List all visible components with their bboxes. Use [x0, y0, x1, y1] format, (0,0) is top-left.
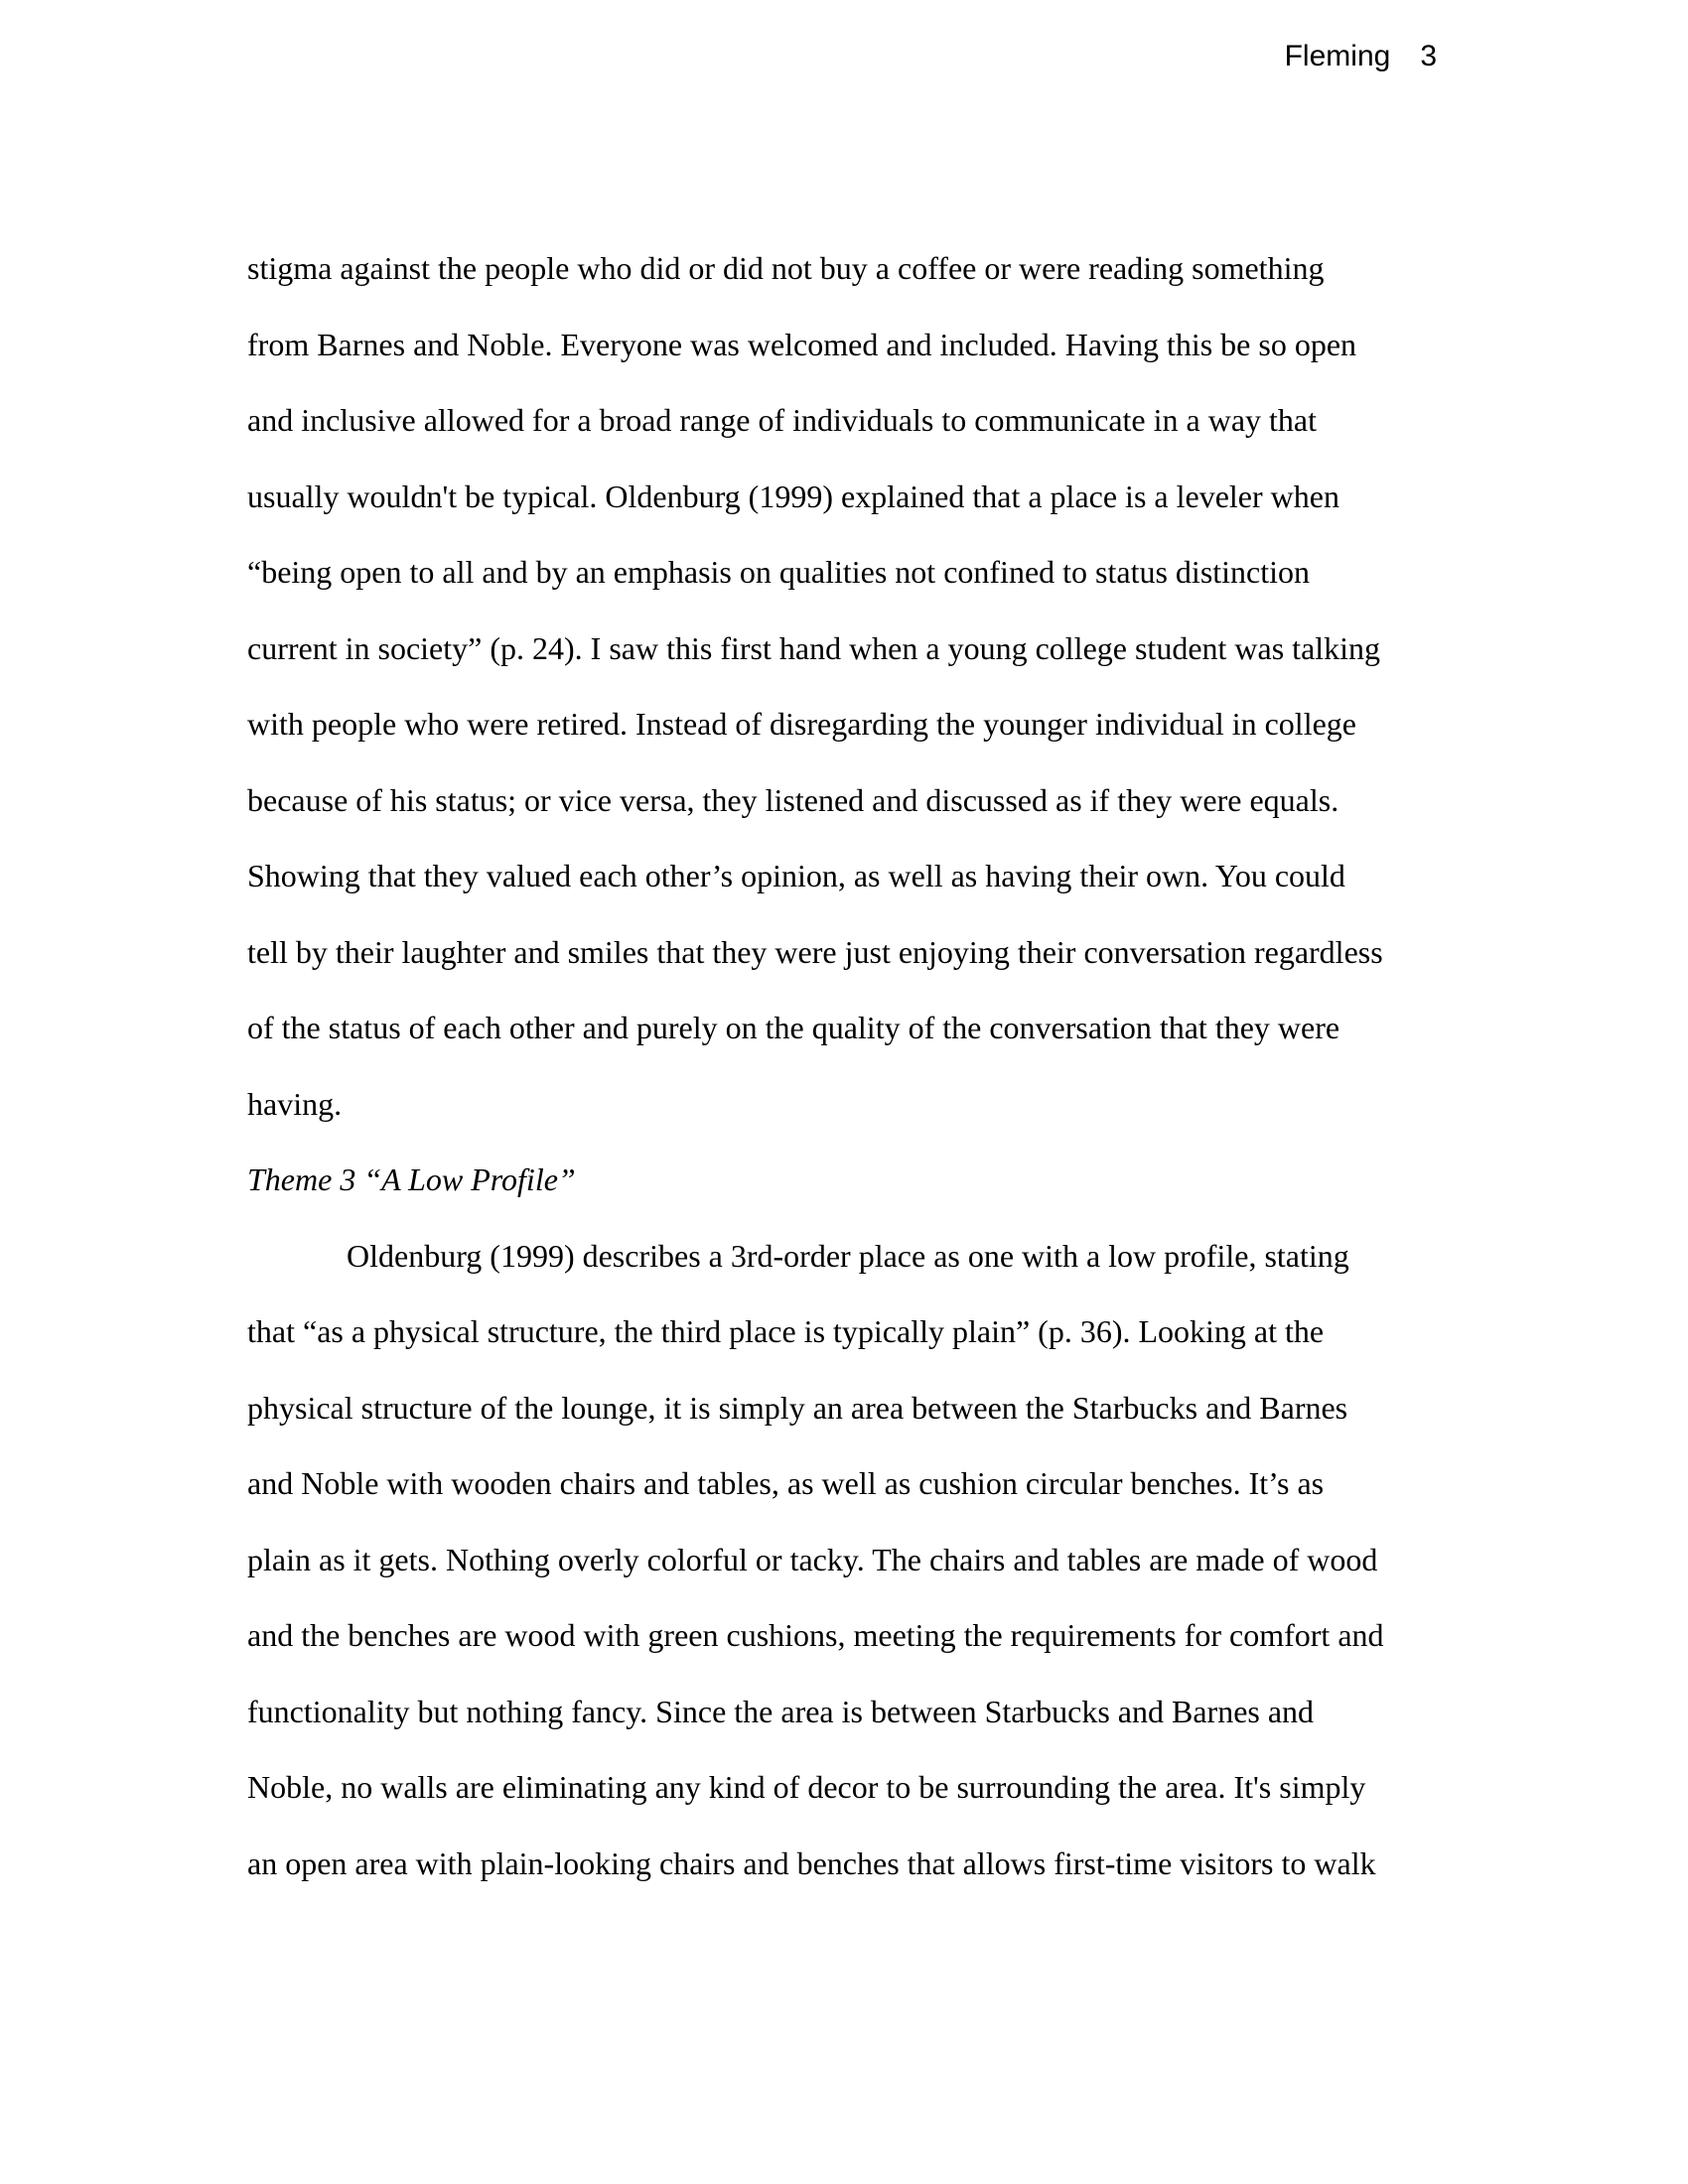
text-line: of the status of each other and purely on the quality of the conversation that they were [247, 1010, 1340, 1045]
body-text [247, 243, 1439, 1914]
author-name: Fleming [1284, 40, 1391, 72]
running-head [1285, 40, 1437, 73]
text-line: Oldenburg (1999) describes a 3rd-order place as one with a low profile, stating [347, 1237, 1349, 1274]
text-line: from Barnes and Noble. Everyone was welcomed and included. Having this be so open [247, 326, 1357, 362]
text-line: “being open to all and by an emphasis on qualities not confined to status distinction [247, 554, 1311, 590]
text-line: an open area with plain-looking chairs and benches that allows first-time visitors to walk [247, 1844, 1376, 1881]
text-line: Noble, no walls are eliminating any kind of decor to be surrounding the area. It's simply [247, 1769, 1366, 1805]
page-number: 3 [1420, 40, 1437, 72]
text-line: plain as it gets. Nothing overly colorful or tacky. The chairs and tables are made of wood [247, 1541, 1378, 1577]
text-line: stigma against the people who did or did not buy a coffee or were reading something [247, 250, 1325, 286]
text-line: and inclusive allowed for a broad range of individuals to communicate in a way that [247, 402, 1317, 438]
text-line: that “as a physical structure, the third place is typically plain” (p. 36). Looking at the [247, 1313, 1325, 1349]
text-line: and the benches are wood with green cushions, meeting the requirements for comfort and [247, 1617, 1384, 1653]
text-line: physical structure of the lounge, it is simply an area between the Starbucks and Barnes [247, 1389, 1348, 1426]
text-line: current in society” (p. 24). I saw this first hand when a young college student was talking [247, 629, 1381, 666]
text-line: having. [247, 1085, 343, 1122]
text-line: because of his status; or vice versa, they listened and discussed as if they were equals. [247, 781, 1339, 818]
text-line: tell by their laughter and smiles that they were just enjoying their conversation regardless [247, 933, 1383, 970]
text-line: with people who were retired. Instead of disregarding the younger individual in college [247, 706, 1356, 742]
text-line: usually wouldn't be typical. Oldenburg (1999) explained that a place is a leveler when [247, 478, 1339, 514]
text-line: and Noble with wooden chairs and tables, as well as cushion circular benches. It’s as [247, 1465, 1325, 1501]
text-line: Showing that they valued each other’s opinion, as well as having their own. You could [247, 858, 1345, 893]
text-line: functionality but nothing fancy. Since the area is between Starbucks and Barnes and [247, 1693, 1315, 1729]
section-heading: Theme 3 “A Low Profile” [247, 1161, 576, 1197]
